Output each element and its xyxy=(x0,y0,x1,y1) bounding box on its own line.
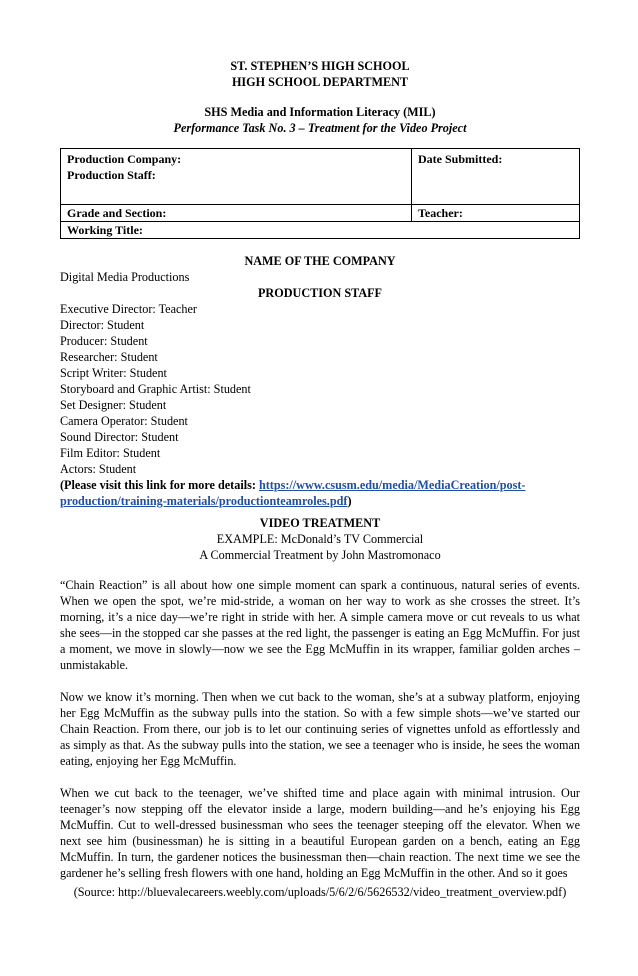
treatment-section xyxy=(60,515,580,881)
department-name: HIGH SCHOOL DEPARTMENT xyxy=(231,75,409,89)
school-name: ST. STEPHEN’S HIGH SCHOOL xyxy=(230,59,410,73)
teacher-label: Teacher: xyxy=(412,205,580,222)
source-citation: (Source: http://bluevalecareers.weebly.com/uploads/5/6/2/6/5626532/video_treatment_overview.pdf) xyxy=(73,885,567,899)
treatment-heading: VIDEO TREATMENT xyxy=(259,516,381,530)
company-name: Digital Media Productions xyxy=(60,270,190,284)
staff-role-item: Director: Student xyxy=(60,318,145,332)
treatment-byline: A Commercial Treatment by John Mastromonaco xyxy=(199,548,441,562)
staff-link-note xyxy=(60,477,580,493)
link-suffix: ) xyxy=(347,494,352,508)
production-roles-link[interactable]: https://www.csusm.edu/media/MediaCreation/post- xyxy=(258,478,526,492)
staff-role-item: Researcher: Student xyxy=(60,350,158,364)
staff-role-item: Storyboard and Graphic Artist: Student xyxy=(60,382,251,396)
production-staff-label: Production Staff: xyxy=(67,168,156,182)
staff-role-item: Film Editor: Student xyxy=(60,446,161,460)
task-title: Performance Task No. 3 – Treatment for the Video Project xyxy=(173,121,467,135)
staff-role-item: Producer: Student xyxy=(60,334,148,348)
staff-role-item: Sound Director: Student xyxy=(60,430,179,444)
grade-section-label: Grade and Section: xyxy=(61,205,412,222)
staff-role-item: Script Writer: Student xyxy=(60,366,167,380)
treatment-paragraph-1: “Chain Reaction” is all about how one simple moment can spark a continuous, natural series of events. When we open the spot, we’re mid-stride, a woman on her way to work as she crosses the street. It’s morning, it’s a nice day—we’re right in stride with her. A simple camera move or cut reveals to us what she sees—in the stopped car she passes at the red light, the passenger is eating an Egg McMuffin. For just a moment, we move in slowly—now we see the Egg McMuffin in its wrapper, familiar golden arches – unmistakable. xyxy=(60,578,580,672)
date-submitted-cell xyxy=(412,149,580,205)
course-title: SHS Media and Information Literacy (MIL) xyxy=(204,105,436,119)
staff-heading: PRODUCTION STAFF xyxy=(257,286,383,300)
company-heading: NAME OF THE COMPANY xyxy=(244,254,396,268)
date-submitted-label: Date Submitted: xyxy=(418,152,503,166)
staff-role-item: Set Designer: Student xyxy=(60,398,167,412)
company-section xyxy=(60,253,580,509)
staff-roles-list xyxy=(60,301,580,477)
project-info-table xyxy=(60,148,580,239)
staff-role-item: Camera Operator: Student xyxy=(60,414,188,428)
production-roles-link-cont[interactable]: production/training-materials/productionteamroles.pdf xyxy=(60,494,348,508)
treatment-example: EXAMPLE: McDonald’s TV Commercial xyxy=(216,532,424,546)
staff-role-item: Actors: Student xyxy=(60,462,137,476)
staff-link-note-cont xyxy=(60,493,580,509)
link-prefix: (Please visit this link for more details: xyxy=(60,478,259,492)
staff-role-item: Executive Director: Teacher xyxy=(60,302,197,316)
treatment-paragraph-2: Now we know it’s morning. Then when we cut back to the woman, she’s at a subway platform, enjoying her Egg McMuffin as the subway pulls into the station. So with a few simple shots—we’ve started our Chain Reaction. From there, our job is to let our continuing series of vignettes unfold as effortlessly and as simply as that. As the subway pulls into the station, we see a teenager who is inside, he sees the woman eating, enjoying her Egg McMuffin. xyxy=(60,690,580,768)
treatment-paragraph-3: When we cut back to the teenager, we’ve shifted time and place again with minimal intrusion. Our teenager’s now stepping off the elevator inside a large, modern building—and he’s enjoying his Egg McMuffin. Cut to well-dressed businessman who sees the teenager steeping off the elevator. When we next see him (businessman) he is sitting in a beautiful European garden on a bench, eating an Egg McMuffin. In turn, the gardener notices the businessman then—chain reaction. The next time we see the gardener he’s selling fresh flowers with one hand, holding an Egg McMuffin in the other. And so it goes xyxy=(60,786,580,880)
working-title-label: Working Title: xyxy=(61,222,580,239)
company-staff-cell xyxy=(61,149,412,205)
production-company-label: Production Company: xyxy=(67,152,182,166)
